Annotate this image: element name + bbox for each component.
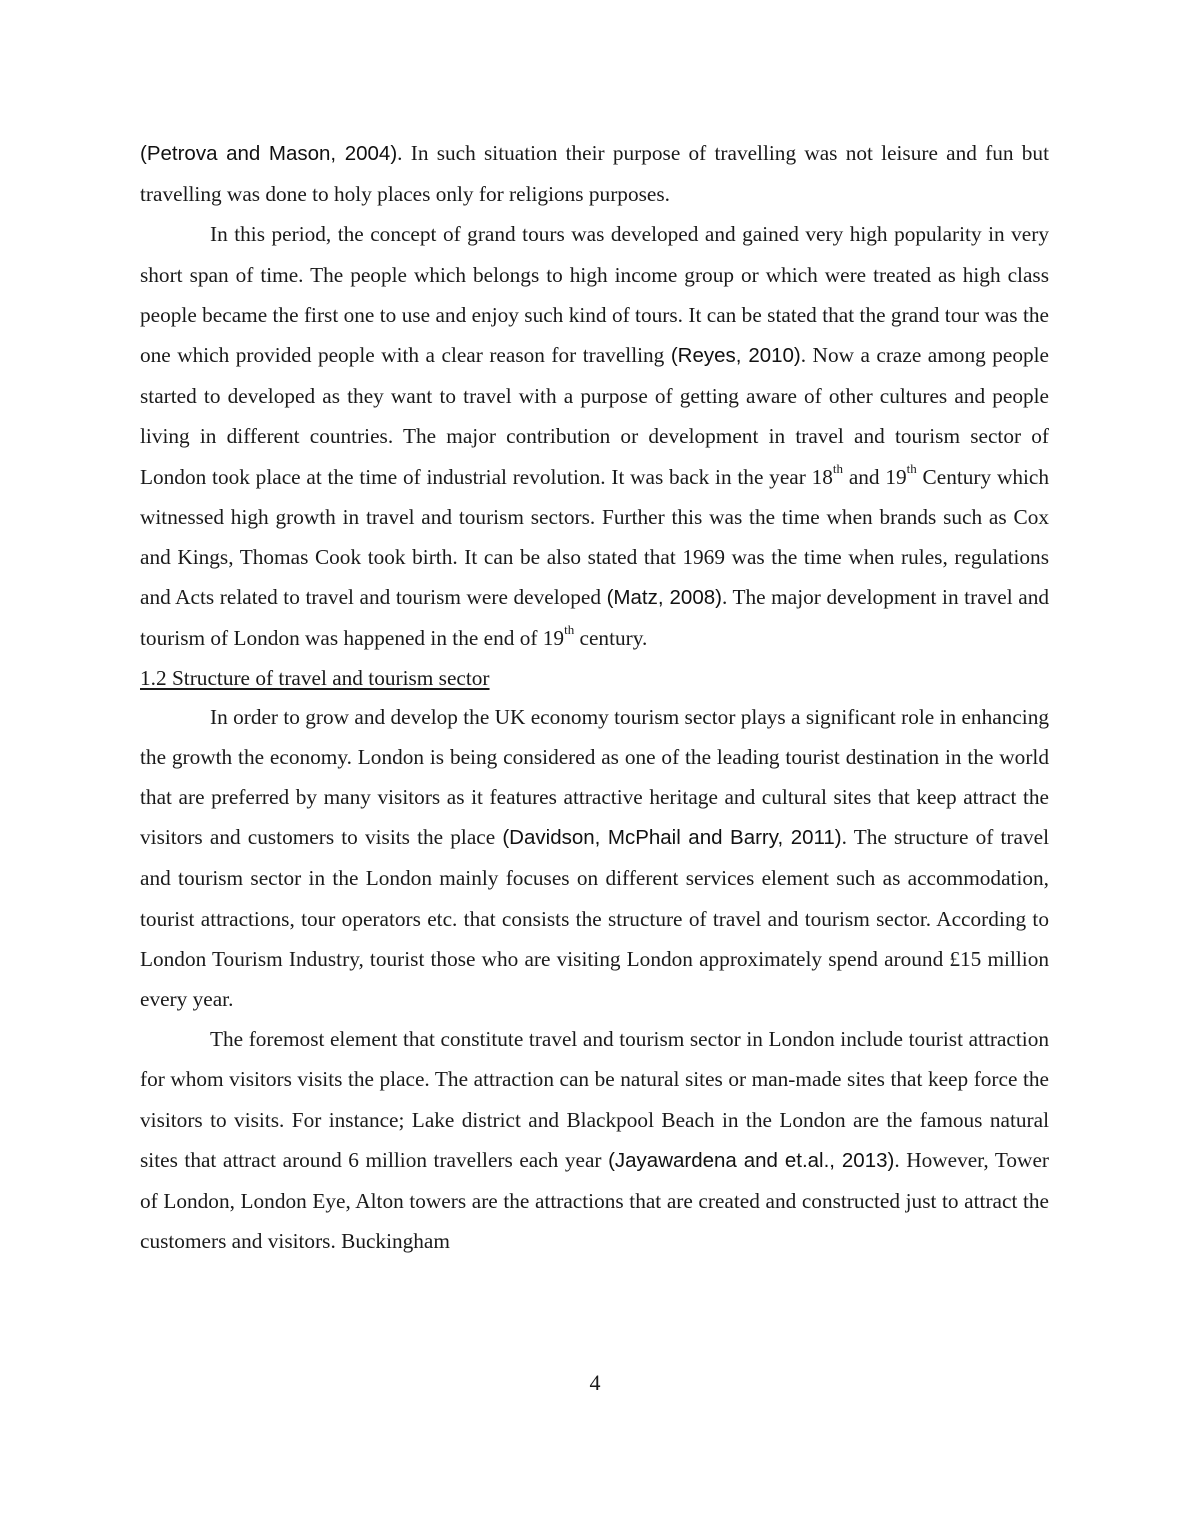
citation-matz: (Matz, 2008) — [606, 586, 722, 610]
paragraph-text: and 19 — [843, 464, 907, 489]
paragraph-text: . In such situation their purpose of travelling was not leisure and fun but travelling was done to holy places only for religions purposes. — [140, 141, 1049, 207]
paragraph-travel-history — [140, 133, 1049, 214]
paragraph-text: The foremost element that constitute travel and tourism sector in London include tourist attraction for whom visitors visits the place. The attraction can be natural sites or man-made sites that keep force the visitors to visits. For instance; Lake district and Blackpool Beach in the London are the famous natural sites that attract around 6 million travellers each year — [140, 1027, 1049, 1172]
citation-reyes: (Reyes, 2010) — [670, 344, 801, 368]
citation-jayawardena: (Jayawardena and et.al., 2013) — [608, 1148, 895, 1172]
paragraph-text: century. — [574, 626, 648, 651]
citation-petrova-mason: (Petrova and Mason, 2004) — [140, 142, 398, 165]
superscript-ordinal: th — [832, 460, 844, 476]
paragraph-grand-tours — [140, 214, 1049, 658]
paragraph-text: Century which witnessed high growth in travel and tourism sectors. Further this was the time when brands such as Cox and Kings, Thomas Cook took birth. It can be also stated that 1969 was the time when rules, regulations and Acts related to travel and tourism were developed — [140, 464, 1049, 610]
page-number: 4 — [589, 1370, 601, 1395]
paragraph-text: In this period, the concept of grand tours was developed and gained very high popularity in very short span of time. The people which belongs to high income group or which were treated as high class people became the first one to use and enjoy such kind of tours. It can be stated that the grand tour was the one which provided people with a clear reason for travelling — [140, 222, 1049, 368]
paragraph-attractions — [140, 1019, 1049, 1261]
paragraph-text: In order to grow and develop the UK economy tourism sector plays a significant role in enhancing the growth the economy. London is being considered as one of the leading tourist destination in the world that are preferred by many visitors as it features attractive heritage and cultural sites that keep attract the visitors and customers to visits the place — [140, 704, 1049, 850]
paragraph-text: . Now a craze among people started to developed as they want to travel with a purpose of getting aware of other cultures and people living in different countries. The major contribution or development in travel and tourism sector of London took place at the time of industrial revolution. It was back in the year 18 — [140, 343, 1049, 489]
superscript-ordinal: th — [906, 460, 917, 476]
paragraph-text: . The structure of travel and tourism sector in the London mainly focuses on different services element such as accommodation, tourist attractions, tour operators etc. that consists the structure of travel and tourism sector. According to London Tourism Industry, tourist those who are visiting London approximately spend around £15 million every year. — [140, 825, 1049, 1012]
document-page — [140, 133, 1049, 1261]
superscript-ordinal: th — [564, 622, 575, 638]
paragraph-text: . The major development in travel and tourism of London was happened in the end of 19 — [140, 585, 1049, 651]
paragraph-text: . However, Tower of London, London Eye, Alton towers are the attractions that are created and constructed just to attract the customers and visitors. Buckingham — [140, 1147, 1049, 1254]
citation-davidson: (Davidson, McPhail and Barry, 2011) — [502, 826, 842, 850]
section-heading: 1.2 Structure of travel and tourism sector — [140, 665, 490, 690]
paragraph-uk-economy — [140, 697, 1049, 1020]
